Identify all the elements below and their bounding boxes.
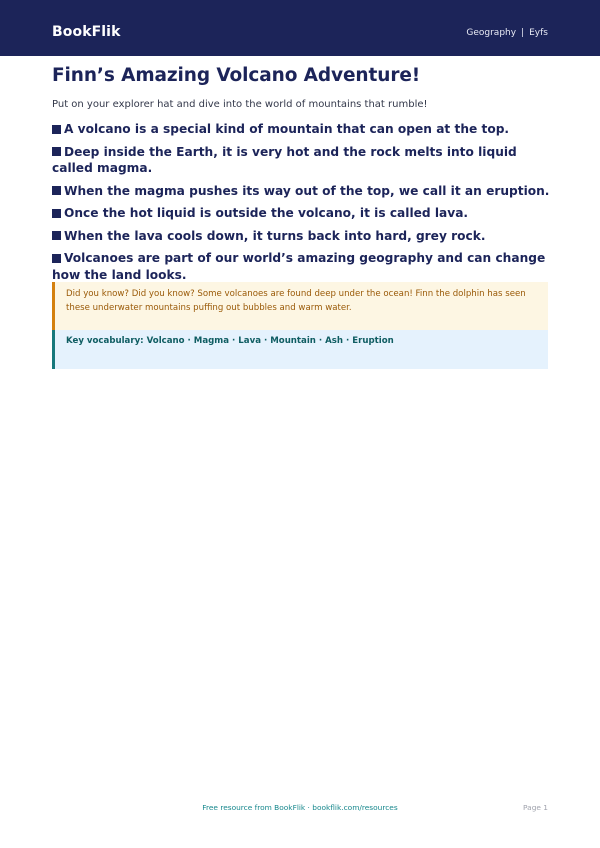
list-item — [52, 205, 552, 222]
list-item-text: Deep inside the Earth, it is very hot and the rock melts into liquid called magma. — [52, 144, 517, 175]
top-bar — [0, 0, 600, 56]
page-title: Finn’s Amazing Volcano Adventure! — [52, 65, 421, 86]
footer-credit[interactable]: Free resource from BookFlik · bookflik.com/resources — [202, 803, 398, 812]
list-item — [52, 144, 552, 177]
list-item — [52, 183, 552, 200]
square-bullet-icon — [52, 231, 61, 240]
list-item-text: A volcano is a special kind of mountain that can open at the top. — [64, 122, 510, 136]
brand-logo[interactable]: BookFlik — [52, 24, 121, 40]
square-bullet-icon — [52, 209, 61, 218]
list-item-text: When the magma pushes its way out of the top, we call it an eruption. — [64, 183, 550, 198]
square-bullet-icon — [52, 254, 61, 263]
square-bullet-icon — [52, 125, 61, 134]
key-vocabulary-box: Key vocabulary: Volcano · Magma · Lava · Mountain · Ash · Eruption — [52, 330, 548, 369]
list-item-text: Volcanoes are part of our world’s amazing geography and can change how the land looks. — [52, 251, 546, 282]
square-bullet-icon — [52, 186, 61, 195]
list-item-text: Once the hot liquid is outside the volcano, it is called lava. — [64, 206, 469, 220]
list-item-text: When the lava cools down, it turns back into hard, grey rock. — [64, 228, 486, 243]
square-bullet-icon — [52, 147, 61, 156]
breadcrumb-separator: | — [521, 28, 525, 38]
list-item — [52, 121, 552, 138]
fact-list — [52, 121, 552, 289]
breadcrumb-subject[interactable]: Geography — [466, 28, 517, 38]
page-number: Page 1 — [523, 803, 548, 812]
breadcrumb-level[interactable]: Eyfs — [529, 28, 548, 38]
intro-text: Put on your explorer hat and dive into the world of mountains that rumble! — [52, 99, 428, 110]
list-item — [52, 250, 552, 283]
list-item — [52, 228, 552, 245]
breadcrumb — [466, 28, 548, 38]
did-you-know-callout: Did you know? Did you know? Some volcanoes are found deep under the ocean! Finn the dolphin has seen these underwater mountains puffing out bubbles and warm water. — [52, 282, 548, 330]
